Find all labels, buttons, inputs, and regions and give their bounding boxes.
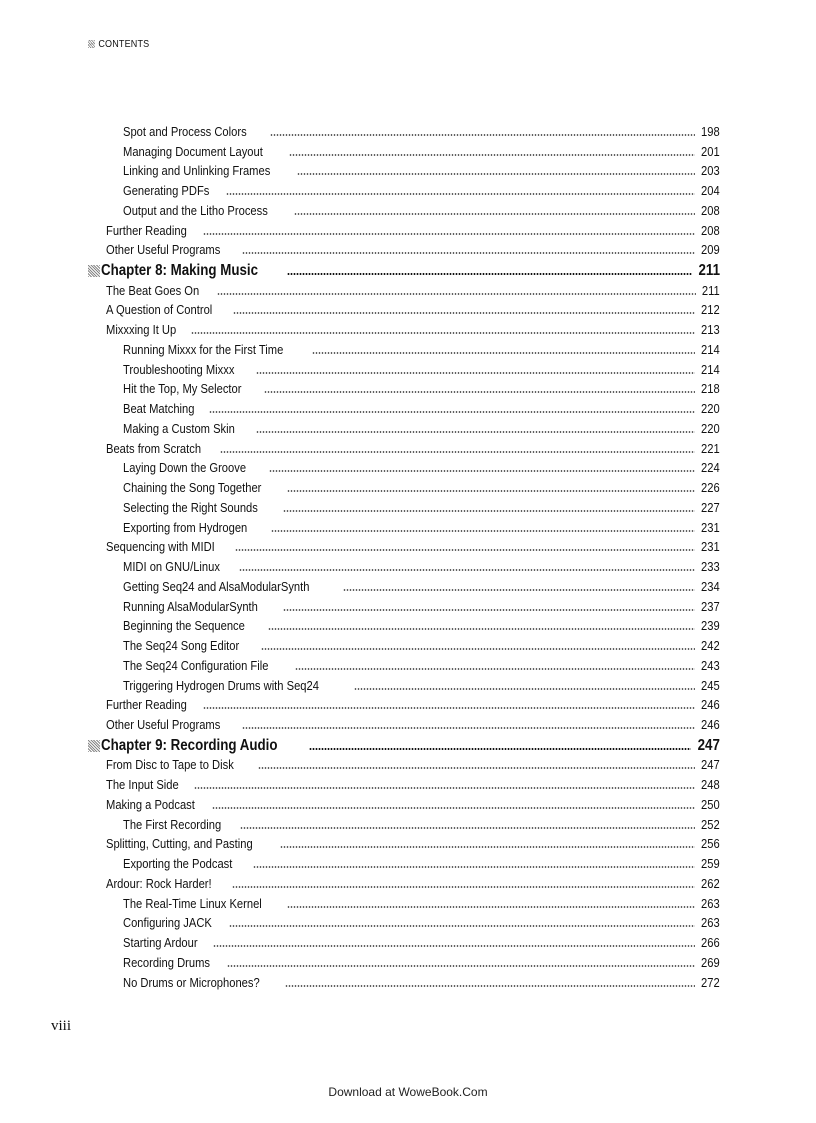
- dot-leader: [203, 707, 695, 709]
- dot-leader: [289, 154, 696, 156]
- toc-entry-page: 247: [701, 757, 720, 773]
- toc-entry[interactable]: [88, 497, 720, 517]
- toc-entry[interactable]: [88, 814, 720, 834]
- toc-entry-page: 208: [701, 222, 720, 238]
- toc-entry[interactable]: [88, 438, 720, 458]
- dot-leader: [213, 945, 696, 947]
- toc-entry[interactable]: [88, 240, 720, 260]
- toc-entry-title: Getting Seq24 and AlsaModularSynth: [123, 578, 310, 594]
- toc-entry-page: 246: [701, 717, 720, 732]
- dot-leader: [191, 332, 696, 334]
- toc-entry-page: 243: [701, 657, 720, 673]
- toc-entry-title: The First Recording: [123, 816, 222, 832]
- toc-entry[interactable]: [88, 121, 720, 141]
- toc-entry-page: 272: [701, 974, 720, 990]
- toc-entry-page: 203: [701, 163, 720, 179]
- toc-entry[interactable]: [88, 576, 720, 596]
- toc-entry-page: 214: [701, 341, 720, 357]
- table-of-contents: [88, 121, 720, 992]
- toc-entry-title: Selecting the Right Sounds: [123, 499, 258, 515]
- toc-entry[interactable]: [88, 873, 720, 893]
- running-head: [88, 37, 149, 51]
- dot-leader: [240, 827, 695, 829]
- hatch-marker-icon: [88, 40, 95, 48]
- dot-leader: [297, 173, 695, 175]
- toc-entry[interactable]: [88, 359, 720, 379]
- toc-entry[interactable]: [88, 458, 720, 478]
- toc-entry[interactable]: [88, 952, 720, 972]
- toc-entry[interactable]: [88, 319, 720, 339]
- dot-leader: [268, 628, 696, 630]
- toc-entry-page: 256: [701, 836, 720, 852]
- toc-entry[interactable]: [88, 537, 720, 557]
- toc-entry[interactable]: [88, 477, 720, 497]
- dot-leader: [212, 807, 695, 809]
- toc-entry-title: Exporting from Hydrogen: [123, 519, 248, 535]
- toc-entry-title: Mixxxing It Up: [106, 322, 177, 337]
- dot-leader: [264, 391, 696, 393]
- toc-entry-page: 262: [701, 875, 720, 891]
- toc-entry-page: 263: [701, 895, 720, 911]
- toc-entry-page: 259: [701, 856, 720, 871]
- dot-leader: [235, 549, 695, 551]
- toc-entry-title: Beats from Scratch: [106, 440, 202, 456]
- dot-leader: [258, 767, 696, 769]
- dot-leader: [232, 886, 695, 888]
- toc-entry-page: 237: [701, 598, 720, 614]
- toc-entry-title: Output and the Litho Process: [123, 202, 268, 218]
- toc-entry-title: Beginning the Sequence: [123, 618, 245, 634]
- toc-entry-page: 248: [701, 777, 720, 792]
- toc-entry[interactable]: [88, 339, 720, 359]
- dot-leader: [253, 866, 695, 868]
- toc-entry[interactable]: [88, 695, 720, 715]
- toc-entry-page: 211: [702, 282, 720, 298]
- toc-entry-page: 220: [701, 401, 720, 416]
- dot-leader: [283, 510, 695, 512]
- toc-entry-page: 246: [701, 697, 720, 713]
- dot-leader: [233, 312, 696, 314]
- toc-entry-page: 224: [701, 460, 720, 476]
- dot-leader: [242, 252, 695, 254]
- toc-entry-page: 221: [701, 440, 720, 456]
- toc-entry[interactable]: [88, 794, 720, 814]
- toc-entry[interactable]: [88, 755, 720, 775]
- dot-leader: [295, 668, 695, 670]
- toc-entry[interactable]: [88, 398, 720, 418]
- dot-leader: [256, 431, 695, 433]
- toc-entry-title: Configuring JACK: [123, 915, 212, 931]
- toc-entry-page: 266: [701, 935, 720, 950]
- dot-leader: [209, 411, 695, 413]
- toc-entry[interactable]: [88, 774, 720, 794]
- toc-entry[interactable]: [88, 596, 720, 616]
- toc-entry-page: 213: [701, 322, 720, 337]
- dot-leader: [312, 352, 695, 354]
- toc-entry-title: The Real-Time Linux Kernel: [123, 895, 262, 911]
- toc-entry[interactable]: [88, 280, 720, 300]
- toc-entry[interactable]: [88, 517, 720, 537]
- toc-entry-page: 269: [701, 954, 720, 970]
- toc-entry[interactable]: [88, 616, 720, 636]
- dot-leader: [227, 965, 695, 967]
- toc-entry[interactable]: [88, 418, 720, 438]
- toc-entry-page: 245: [701, 677, 720, 693]
- toc-entry-page: 211: [698, 261, 720, 279]
- toc-entry[interactable]: [88, 141, 720, 161]
- toc-entry-title: Troubleshooting Mixxx: [123, 361, 235, 377]
- toc-entry-page: 227: [701, 499, 720, 515]
- toc-entry-title: The Input Side: [106, 777, 179, 792]
- dot-leader: [287, 273, 692, 275]
- toc-entry-title: The Seq24 Song Editor: [123, 638, 240, 653]
- toc-entry-page: 198: [701, 123, 720, 139]
- toc-entry[interactable]: [88, 220, 720, 240]
- toc-entry-page: 234: [701, 578, 720, 594]
- dot-leader: [239, 569, 696, 571]
- dot-leader: [270, 134, 696, 136]
- toc-entry-title: Splitting, Cutting, and Pasting: [106, 836, 253, 852]
- dot-leader: [217, 293, 696, 295]
- toc-entry-page: 226: [701, 480, 720, 495]
- toc-entry[interactable]: [88, 932, 720, 952]
- toc-entry-title: No Drums or Microphones?: [123, 974, 260, 990]
- toc-entry-page: 212: [701, 302, 720, 318]
- toc-entry[interactable]: [88, 655, 720, 675]
- toc-entry-title: Further Reading: [106, 697, 187, 713]
- toc-entry[interactable]: [88, 834, 720, 854]
- toc-entry-title: Further Reading: [106, 222, 187, 238]
- page-number: viii: [51, 1018, 72, 1034]
- hatch-marker-icon: [88, 740, 100, 752]
- toc-entry-page: 231: [701, 519, 720, 535]
- running-head-label: CONTENTS: [98, 38, 150, 50]
- toc-entry-page: 209: [701, 242, 720, 258]
- toc-entry-title: Laying Down the Groove: [123, 460, 247, 476]
- toc-entry-title: The Beat Goes On: [106, 282, 200, 298]
- toc-entry-title: Recording Drums: [123, 954, 210, 970]
- dot-leader: [285, 985, 695, 987]
- toc-entry-page: 242: [701, 638, 720, 653]
- dot-leader: [269, 470, 695, 472]
- dot-leader: [354, 688, 695, 690]
- toc-entry-title: Chaining the Song Together: [123, 480, 262, 495]
- toc-entry-page: 214: [701, 361, 720, 377]
- toc-entry[interactable]: [88, 379, 720, 399]
- toc-entry-title: Hit the Top, My Selector: [123, 381, 242, 397]
- toc-entry-title: Starting Ardour: [123, 935, 198, 950]
- toc-entry[interactable]: [88, 893, 720, 913]
- toc-entry[interactable]: [88, 556, 720, 576]
- toc-entry-page: 233: [701, 559, 720, 574]
- toc-entry-title: Triggering Hydrogen Drums with Seq24: [123, 677, 319, 693]
- toc-entry[interactable]: [88, 913, 720, 933]
- toc-entry[interactable]: [88, 972, 720, 992]
- dot-leader: [287, 490, 695, 492]
- toc-entry-title: The Seq24 Configuration File: [123, 657, 269, 673]
- toc-entry[interactable]: [88, 853, 720, 873]
- toc-entry-page: 247: [697, 736, 720, 754]
- toc-entry-title: Beat Matching: [123, 401, 195, 416]
- toc-entry-title: MIDI on GNU/Linux: [123, 559, 220, 574]
- toc-entry-title: Ardour: Rock Harder!: [106, 875, 212, 891]
- toc-entry-title: Managing Document Layout: [123, 143, 263, 159]
- toc-entry-page: 263: [701, 915, 720, 931]
- dot-leader: [203, 233, 695, 235]
- toc-entry-page: 231: [701, 539, 720, 555]
- dot-leader: [343, 589, 695, 591]
- toc-entry-page: 204: [701, 183, 720, 198]
- dot-leader: [229, 925, 695, 927]
- toc-entry[interactable]: [88, 180, 720, 200]
- toc-entry-title: A Question of Control: [106, 302, 213, 318]
- toc-entry-page: 208: [701, 202, 720, 218]
- toc-entry-page: 252: [701, 816, 720, 832]
- dot-leader: [280, 846, 696, 848]
- toc-entry-page: 218: [701, 381, 720, 397]
- toc-entry-title: Running AlsaModularSynth: [123, 598, 258, 614]
- toc-entry-title: Making a Custom Skin: [123, 420, 235, 436]
- toc-entry-title: Linking and Unlinking Frames: [123, 163, 271, 179]
- hatch-marker-icon: [88, 265, 100, 277]
- toc-entry-title: Other Useful Programs: [106, 242, 221, 258]
- dot-leader: [294, 213, 695, 215]
- toc-entry[interactable]: [88, 675, 720, 695]
- dot-leader: [283, 609, 695, 611]
- dot-leader: [271, 530, 696, 532]
- dot-leader: [220, 451, 696, 453]
- footer-watermark: Download at WoweBook.Com: [328, 1085, 488, 1099]
- toc-entry[interactable]: [88, 300, 720, 320]
- toc-entry-title: Spot and Process Colors: [123, 123, 247, 139]
- toc-entry-title: Sequencing with MIDI: [106, 539, 215, 555]
- toc-entry-page: 220: [701, 420, 720, 436]
- toc-entry-title: From Disc to Tape to Disk: [106, 757, 234, 773]
- toc-entry-title: Chapter 9: Recording Audio: [101, 736, 278, 754]
- toc-chapter-entry[interactable]: [88, 259, 720, 280]
- dot-leader: [261, 648, 695, 650]
- toc-entry-page: 250: [701, 796, 720, 812]
- toc-entry[interactable]: [88, 200, 720, 220]
- dot-leader: [287, 906, 695, 908]
- toc-entry-page: 239: [701, 618, 720, 634]
- toc-chapter-entry[interactable]: [88, 734, 720, 755]
- toc-entry-title: Running Mixxx for the First Time: [123, 341, 284, 357]
- toc-entry[interactable]: [88, 161, 720, 181]
- dot-leader: [309, 748, 691, 750]
- toc-entry-title: Making a Podcast: [106, 796, 195, 812]
- toc-entry-title: Generating PDFs: [123, 183, 210, 198]
- toc-entry-title: Chapter 8: Making Music: [101, 261, 259, 279]
- toc-entry[interactable]: [88, 714, 720, 734]
- dot-leader: [226, 193, 695, 195]
- toc-entry[interactable]: [88, 635, 720, 655]
- toc-entry-page: 201: [701, 143, 720, 159]
- dot-leader: [242, 727, 695, 729]
- dot-leader: [194, 787, 696, 789]
- toc-entry-title: Other Useful Programs: [106, 717, 221, 732]
- toc-entry-title: Exporting the Podcast: [123, 856, 233, 871]
- dot-leader: [256, 372, 696, 374]
